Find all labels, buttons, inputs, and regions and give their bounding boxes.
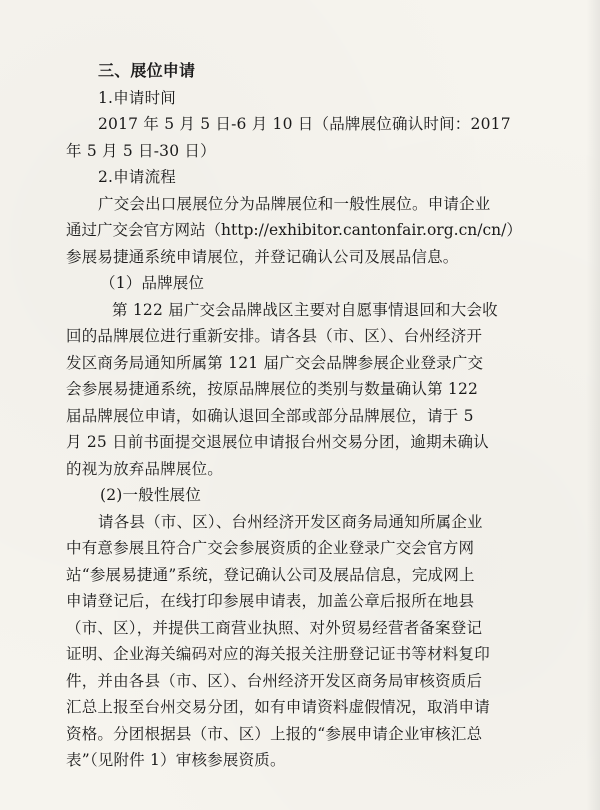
general-booth-line-8: 汇总上报至台州交易分团，如有申请资料虚假情况，取消申请	[66, 698, 490, 716]
general-booth-line-6: 证明、企业海关编码对应的海关报关注册登记证书等材料复印	[66, 645, 490, 663]
process-intro-line-3: 参展易捷通系统申请展位，并登记确认公司及展品信息。	[66, 247, 459, 266]
process-intro-line-1: 广交会出口展展位分为品牌展位和一般性展位。申请企业	[98, 194, 491, 213]
time-title: 1.申请时间	[98, 88, 176, 107]
document-body	[66, 58, 536, 774]
general-booth-line-7: 件，并由各县（市、区）、台州经济开发区商务局审核资质后	[66, 671, 483, 690]
brand-booth-title: （1）品牌展位	[100, 274, 205, 292]
brand-booth-line-6: 月 25 日前书面提交退展位申请报台州交易分团，逾期未确认	[66, 433, 489, 451]
process-title: 2.申请流程	[98, 168, 176, 186]
general-booth-title: (2)一般性展位	[100, 486, 202, 504]
time-line-1: 2017 年 5 月 5 日-6 月 10 日（品牌展位确认时间：2017	[98, 115, 511, 133]
general-booth-line-1: 请各县（市、区）、台州经济开发区商务局通知所属企业	[98, 512, 483, 531]
general-booth-line-9: 资格。分团根据县（市、区）上报的“参展申请企业审核汇总	[66, 724, 483, 743]
general-booth-line-2: 中有意参展且符合广交会参展资质的企业登录广交会官方网	[66, 539, 475, 557]
brand-booth-line-4: 会参展易捷通系统，按原品牌展位的类别与数量确认第 122	[66, 380, 479, 398]
brand-booth-line-7: 的视为放弃品牌展位。	[66, 459, 224, 478]
general-booth-line-3: 站“参展易捷通”系统，登记确认公司及展品信息，完成网上	[66, 565, 475, 584]
brand-booth-line-3: 发区商务局通知所属第 121 届广交会品牌参展企业登录广交	[66, 353, 484, 372]
brand-booth-line-1: 第 122 届广交会品牌战区主要对自愿事情退回和大会收	[112, 300, 498, 319]
general-booth-line-10: 表”（见附件 1）审核参展资质。	[66, 751, 286, 769]
process-intro-line-2: 通过广交会官方网站（http://exhibitor.cantonfair.org.cn/cn/）	[66, 221, 522, 239]
general-booth-line-5: （市、区），并提供工商营业执照、对外贸易经营者备案登记	[66, 618, 483, 637]
scan-edge-shadow	[586, 0, 600, 810]
brand-booth-line-5: 届品牌展位申请，如确认退回全部或部分品牌展位，请于 5	[66, 406, 474, 425]
time-line-2: 年 5 月 5 日-30 日）	[66, 141, 216, 160]
general-booth-line-4: 申请登记后，在线打印参展申请表，加盖公章后报所在地县	[66, 592, 475, 610]
section-heading: 三、展位申请	[98, 61, 196, 80]
brand-booth-line-2: 回的品牌展位进行重新安排。请各县（市、区）、台州经济开	[66, 327, 483, 345]
